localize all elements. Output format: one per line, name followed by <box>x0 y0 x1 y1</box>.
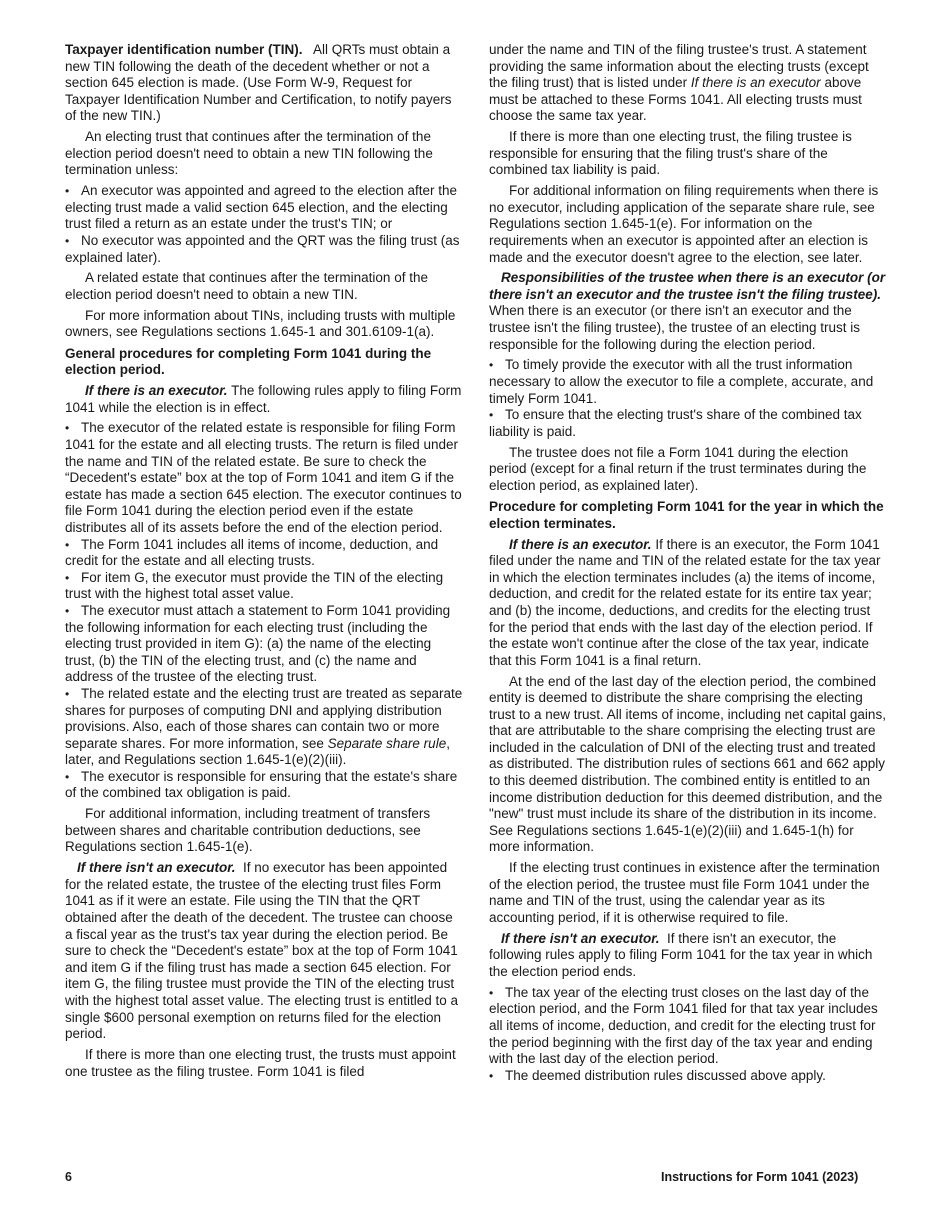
bullet-separate-shares <box>65 686 463 769</box>
tin-heading: Taxpayer identification number (TIN). <box>65 42 303 57</box>
executor-paragraph <box>65 383 463 416</box>
no-executor-paragraph <box>65 860 463 1043</box>
additional-filing-paragraph: For additional information on filing requirements when there is no executor, including application of the separate share rule, see Regulations section 1.645-1(e). For information on the requirements when an executor is appointed after an election is made and the executor doesn't agree to the election, see later. <box>489 183 879 265</box>
bullet-statement: • The executor must attach a statement to Form 1041 providing the following information for each electing trust (including the electing trust provided in item G): (a) the name of the electing trust, (b) the TIN of the electing trust, and (c) the name and address of the trustee of the electing trust. <box>65 603 463 686</box>
continued-paragraph <box>489 42 887 125</box>
executor-text: The following rules apply to filing Form 1041 while the election is in effect. <box>65 383 462 415</box>
separate-shares-text: The related estate and the electing trust are treated as separate shares for purposes of computing DNI and applying distribution provisions. Also, each of those shares can contain two or more separate shares. For more information, see <box>65 685 463 751</box>
bullet-ensure-share: • To ensure that the electing trust's share of the combined tax liability is paid. <box>489 407 887 440</box>
procedure-heading: Procedure for completing Form 1041 for the year in which the election terminates. <box>489 499 884 531</box>
additional-info-paragraph: For additional information, including treatment of transfers between shares and charitable contribution deductions, see Regulations section 1.645-1(e). <box>65 806 431 855</box>
responsibilities-lead: Responsibilities of the trustee when there is an executor (or there isn't an executor and the trustee isn't the filing trustee). <box>489 270 886 302</box>
no-executor-lead-right: If there isn't an executor. <box>501 930 660 946</box>
bullet-tax-year-closes: • The tax year of the electing trust closes on the last day of the election period, and the Form 1041 filed for that tax year includes all items of income, deduction, and credit for the electing trust for the period beginning with the first day of the tax year and ending with the last day of the election period. <box>489 985 887 1068</box>
tin-text: All QRTs must obtain a new TIN following the death of the decedent whether or not a section 645 election is made. (Use Form W-9, Request for Taxpayer Identification Number and Certification, to notify payers of the new TIN.) <box>65 42 452 124</box>
bullet-provide-info: • To timely provide the executor with all the trust information necessary to allow the executor to file a complete, accurate, and timely Form 1041. <box>489 357 887 407</box>
more-info-tins-paragraph: For more information about TINs, including trusts with multiple owners, see Regulations sections 1.645-1 and 301.6109-1(a). <box>65 307 456 340</box>
document-title: Instructions for Form 1041 (2023) <box>661 1170 859 1184</box>
page-number: 6 <box>65 1170 72 1184</box>
no-executor-terminates-text: If there isn't an executor, the following rules apply to filing Form 1041 for the tax year in which the election period ends. <box>489 930 873 979</box>
executor-terminates-text: If there is an executor, the Form 1041 filed under the name and TIN of the related estate for the tax year in which the election terminates includes (a) the items of income, deduction, and credit for the related estate for its entire tax year; and (b) the income, deductions, and credits for the electing trust for the period that ends with the last day of the election period. If the estate won't continue after the close of the tax year, indicate that this Form 1041 is a final return. <box>489 536 881 668</box>
trustee-does-not-file-paragraph: The trustee does not file a Form 1041 during the election period (except for a final return if the trust terminates during the election period, as explained later). <box>489 444 867 493</box>
tin-paragraph <box>65 42 463 125</box>
left-column <box>65 42 463 1084</box>
responsibilities-text: When there is an executor (or there isn't an executor and the trustee isn't the filing trustee), the trustee of an electing trust is responsible for the following during the election period. <box>489 303 861 352</box>
responsibilities-paragraph <box>489 270 887 353</box>
bullet-tax-obligation: • The executor is responsible for ensuring that the estate's share of the combined tax obligation is paid. <box>65 769 463 802</box>
executor-lead-right: If there is an executor. <box>509 536 652 552</box>
right-column <box>489 42 887 1084</box>
filing-trustee-responsible-paragraph: If there is more than one electing trust, the filing trustee is responsible for ensuring that the filing trust's share of the combined tax liability is paid. <box>489 129 852 178</box>
executor-terminates-paragraph <box>489 537 887 670</box>
bullet-item-g: • For item G, the executor must provide the TIN of the electing trust with the highest total asset value. <box>65 570 463 603</box>
electing-trust-paragraph: An electing trust that continues after the termination of the election period doesn't need to obtain a new TIN following the termination unless: <box>65 129 433 178</box>
continued-text-end: above must be attached to these Forms 1041. All electing trusts must choose the same tax year. <box>489 75 862 124</box>
bullet-no-executor: • No executor was appointed and the QRT was the filing trust (as explained later). <box>65 233 463 266</box>
trust-continues-paragraph: If the electing trust continues in existence after the termination of the election period, the trustee must file Form 1041 under the name and TIN of the trust, using the calendar year as its accounting period, if it is otherwise required to file. <box>489 860 880 925</box>
bullet-includes-items: • The Form 1041 includes all items of income, deduction, and credit for the estate and all electing trusts. <box>65 537 463 570</box>
bullet-executor-appointed: • An executor was appointed and agreed to the election after the electing trust made a valid section 645 election, and the electing trust filed a return as an estate under the trust's TIN; or <box>65 183 463 233</box>
more-than-one-trust-paragraph: If there is more than one electing trust, the trusts must appoint one trustee as the filing trustee. Form 1041 is filed <box>65 1046 456 1079</box>
if-there-is-executor-ref: If there is an executor <box>690 75 821 91</box>
no-executor-text: If no executor has been appointed for the related estate, the trustee of the electing trust files Form 1041 as if it were an estate. File using the TIN that the QRT obtained after the death of the decedent. The trustee can choose a fiscal year as the trust's tax year during the election period. Be sure to check the “Decedent's estate” box at the top of Form 1041 and item G if the filing trust has made a section 645 election. For item G, the filing trustee must provide the TIN of the electing trust with the highest total asset value. The electing trust is entitled to a single $600 personal exemption on returns filed for the election period. <box>65 860 458 1042</box>
separate-share-rule-ref: Separate share rule <box>327 735 447 751</box>
separate-shares-text-end: , later, and Regulations section 1.645-1(e)(2)(iii). <box>65 735 450 768</box>
general-procedures-heading: General procedures for completing Form 1041 during the election period. <box>65 345 432 378</box>
bullet-deemed-distribution: • The deemed distribution rules discussed above apply. <box>489 1068 887 1085</box>
bullet-executor-responsible: • The executor of the related estate is responsible for filing Form 1041 for the estate and all electing trusts. The return is filed under the name and TIN of the related estate. Be sure to check the “Decedent's estate” box at the top of Form 1041 and item G if the estate has made a section 645 election. The executor continues to file Form 1041 during the election period even if the estate distributes all of its assets before the end of the election period. <box>65 420 463 536</box>
continued-text: under the name and TIN of the filing trustee's trust. A statement providing the same information about the electing trusts (except the filing trust) that is listed under <box>489 42 869 91</box>
related-estate-paragraph: A related estate that continues after the termination of the election period doesn't need to obtain a new TIN. <box>65 270 428 302</box>
no-executor-lead: If there isn't an executor. <box>77 860 236 876</box>
executor-lead: If there is an executor. <box>85 383 228 399</box>
no-executor-terminates-paragraph <box>489 931 887 981</box>
end-of-last-day-paragraph: At the end of the last day of the election period, the combined entity is deemed to distribute the share comprising the electing trust to a new trust. All items of income, including net capital gains, that are attributable to the share comprising the electing trust are included in the calculation of DNI of the electing trust and treated as distributed. The distribution rules of sections 661 and 662 apply to this deemed distribution. The combined entity is entitled to an income distribution deduction for this deemed distribution, and the "new" trust must include its share of the distribution in its income. See Regulations sections 1.645-1(e)(2)(iii) and 1.645-1(h) for more information. <box>489 673 886 855</box>
